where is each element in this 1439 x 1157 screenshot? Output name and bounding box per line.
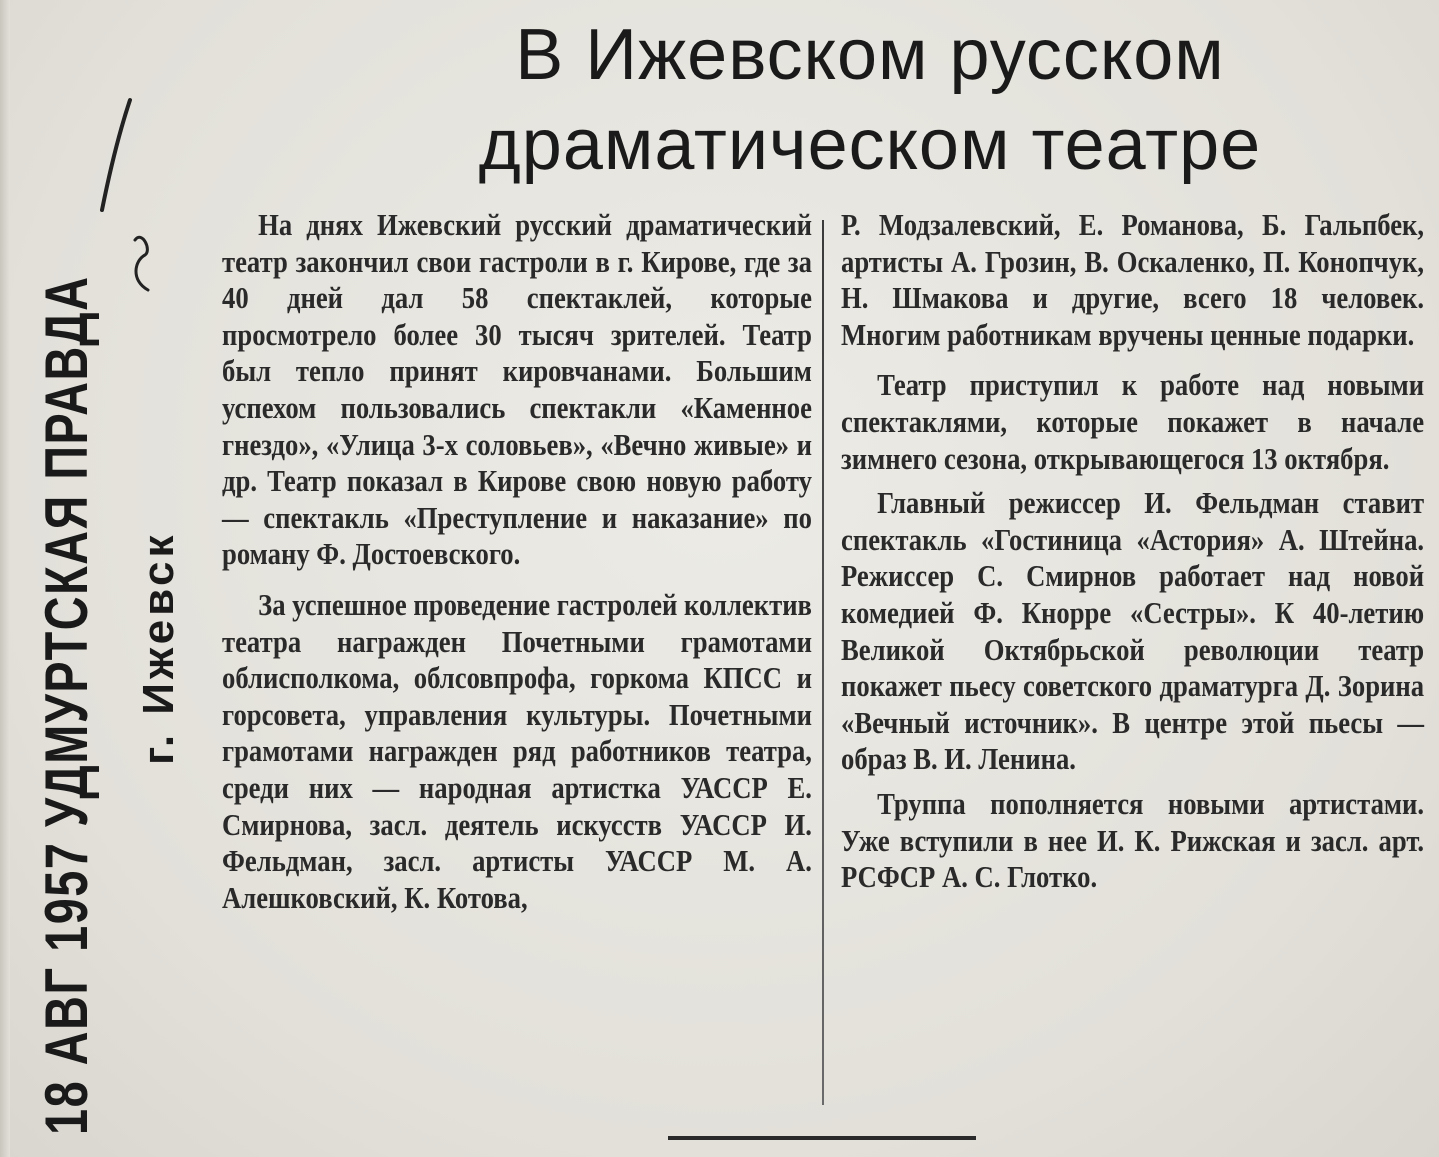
paragraph: Р. Модзалевский, Е. Романова, Б. Гальпбек, артисты А. Грозин, В. Оскаленко, П. Конопчук, Н. Шмакова и другие, всего 18 человек. Многим работникам вручены ценные подарки. [841,207,1425,352]
paragraph: За успешное проведение гастролей коллектив театра награжден Почетными грамотами облисполкома, облсовпрофа, горкома КПСС и горсовета, управления культуры. Почетными грамотами награжден ряд работников театра, среди них — народная артистка УАССР Е. Смирнова, засл. деятель искусств УАССР И. Фельдман, засл. артисты УАССР М. А. Алешковский, К. Котова, [222,586,812,915]
stamp-date-source: 18 АВГ 1957 УДМУРТСКАЯ ПРАВДА [33,275,100,1135]
paragraph: Труппа пополняется новыми артистами. Уже вступили в нее И. К. Рижская и засл. арт. РСФСР А. С. Глотко. [841,785,1425,895]
paragraph: Театр приступил к работе над новыми спектаклями, которые покажет в начале зимнего сезона, открывающегося 13 октября. [841,367,1425,476]
handwritten-mark [90,90,160,320]
clipping-edge [0,0,10,1157]
paragraph: На днях Ижевский русский драматический театр закончил свои гастроли в г. Кирове, где за 40 дней дал 58 спектаклей, которые просмотрело более 30 тысяч зрителей. Театр был тепло принят кировчанами. Большим успехом пользовались спектакли «Каменное гнездо», «Улица 3-х соловьев», «Вечно живые» и др. Театр показал в Кирове свою новую работу — спектакль «Преступление и наказание» по роману Ф. Достоевского. [222,207,812,572]
stamp-city: г. Ижевск [134,531,183,765]
article-column-right [841,207,1424,896]
paragraph: Главный режиссер И. Фельдман ставит спектакль «Гостиница «Астория» А. Штейна. Режиссер С. Смирнов работает над новой комедией Ф. Кнорре «Сестры». К 40-летию Великой Октябрьской революции театр покажет пьесу советского драматурга Д. Зорина «Вечный источник». В центре этой пьесы — образ В. И. Ленина. [841,485,1425,777]
end-rule [668,1136,976,1140]
headline-line-1: В Ижевском русском [515,15,1225,95]
article-headline [300,10,1439,190]
archive-stamp [28,235,188,1135]
article-column-left [222,207,812,916]
column-divider [822,220,824,1105]
headline-line-2: драматическом театре [478,105,1262,185]
